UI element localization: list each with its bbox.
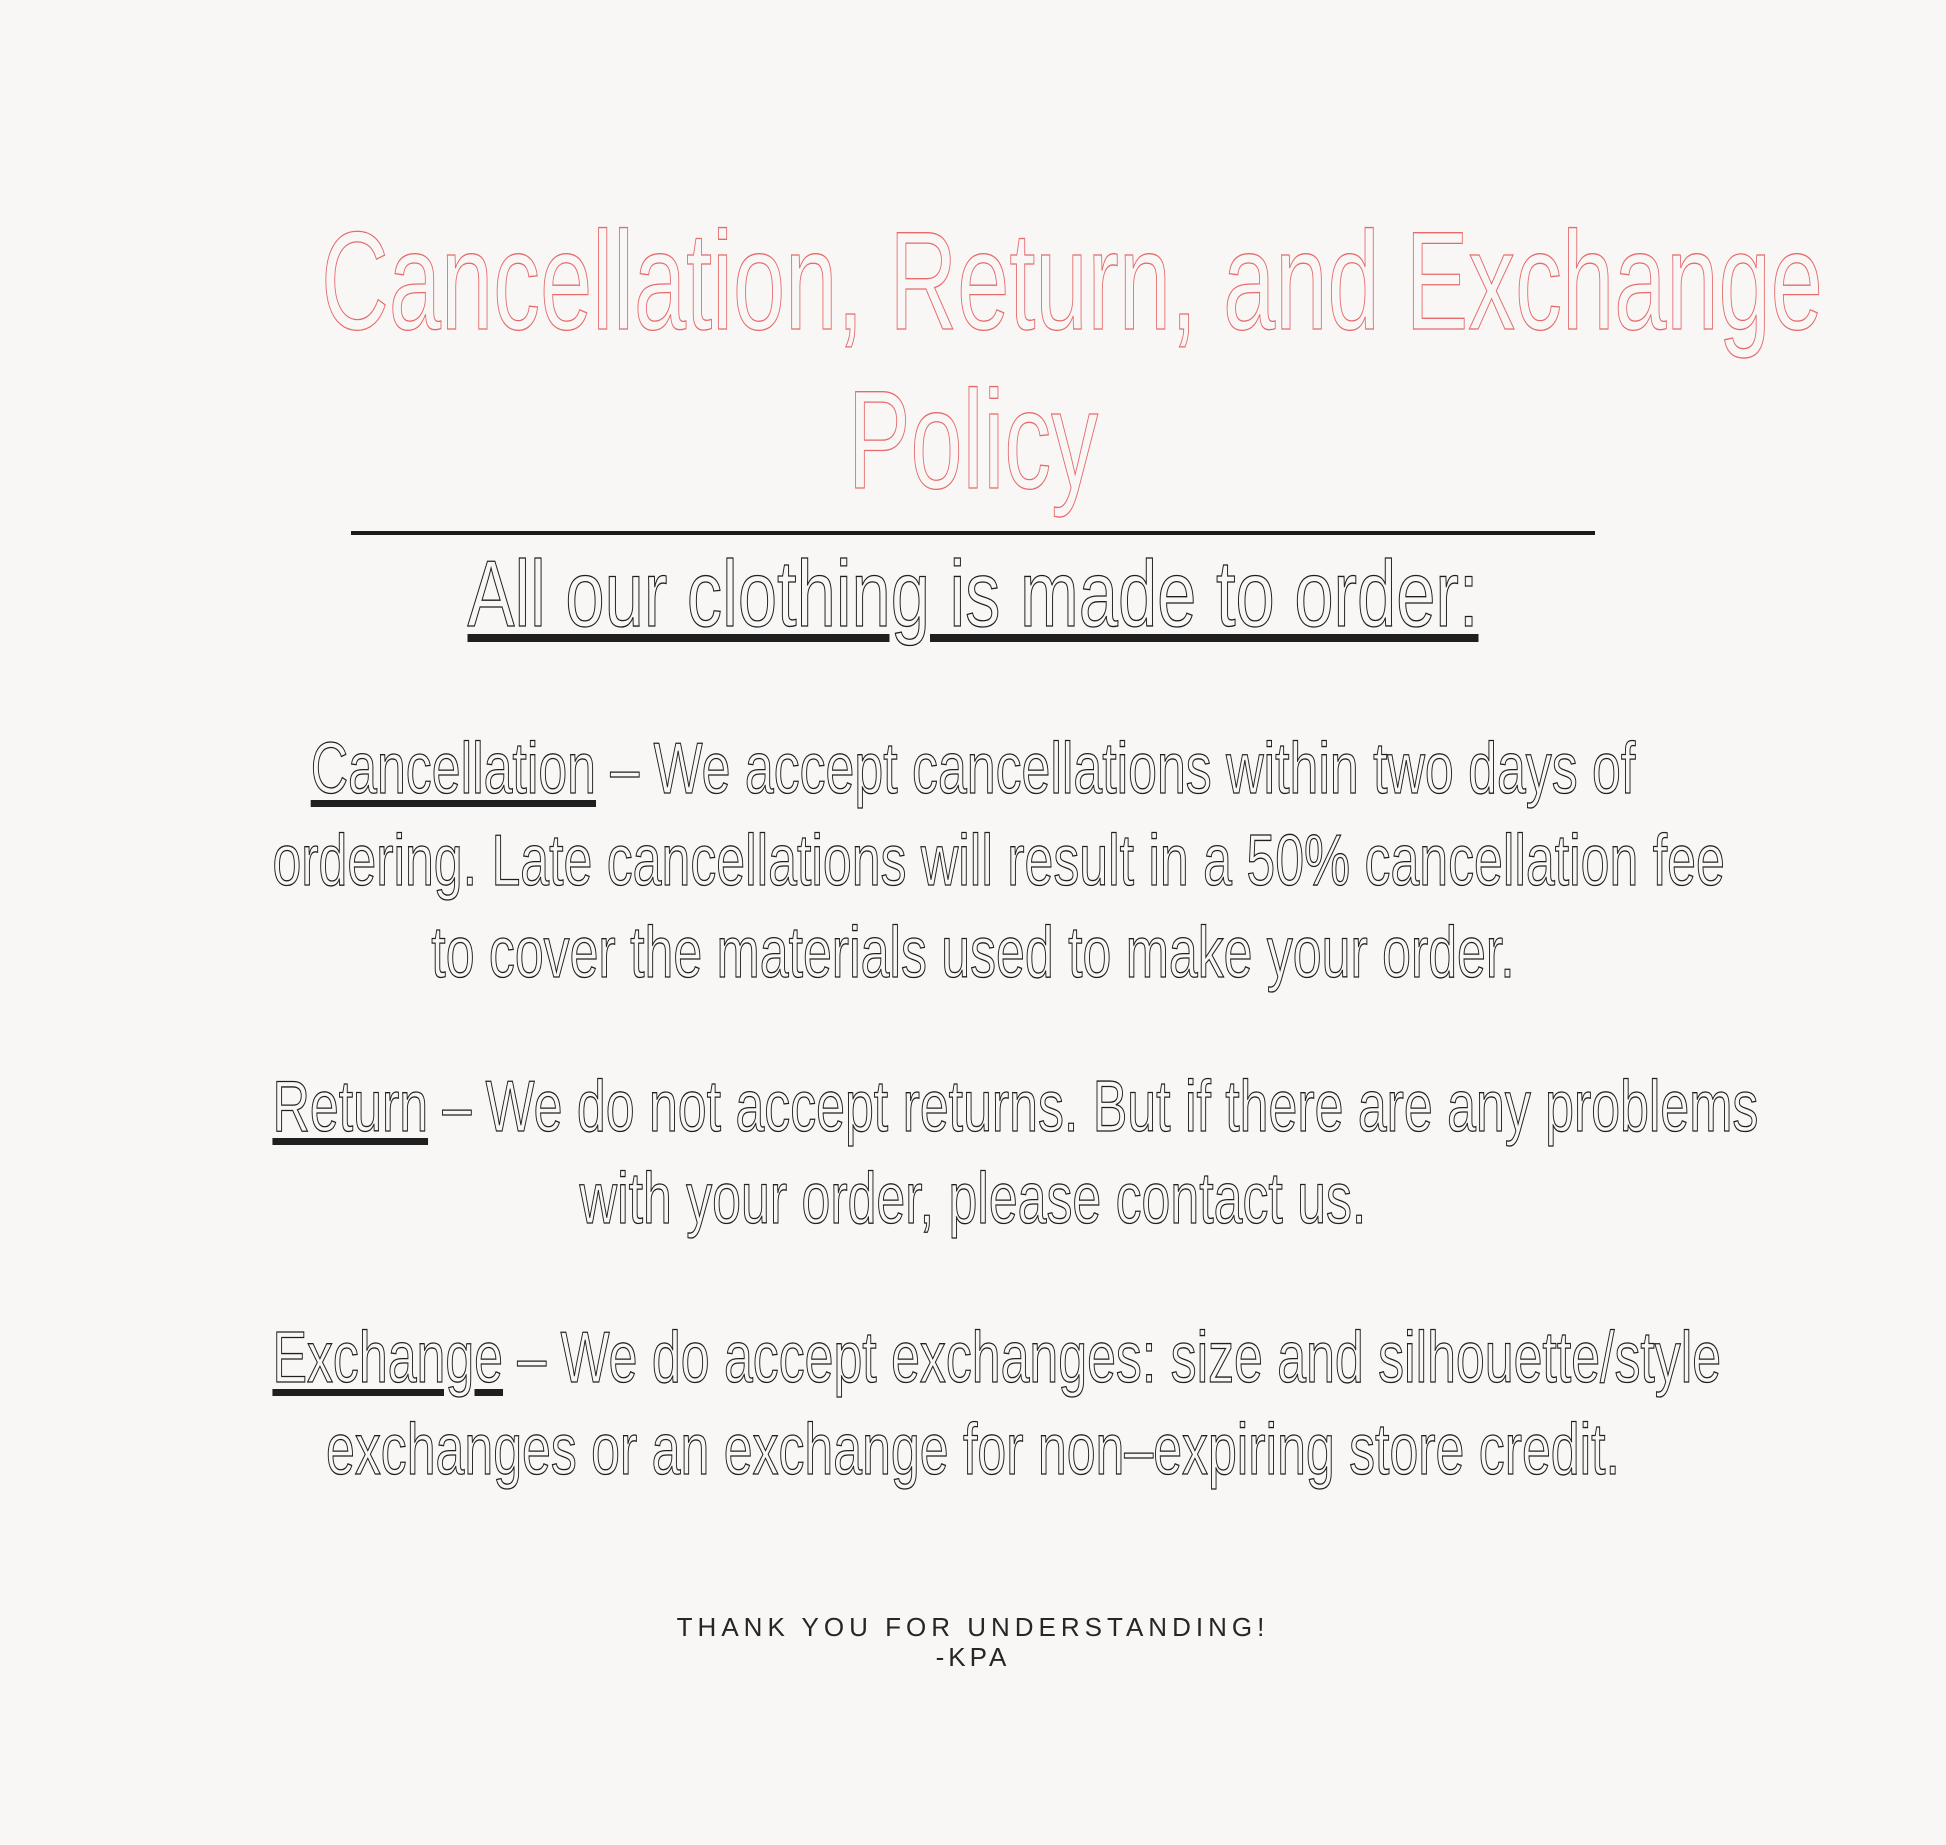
policy-exchange-line-1 bbox=[272, 1312, 1722, 1404]
policy-cancellation-term: Cancellation bbox=[310, 729, 597, 809]
subheading-text: All our clothing is made to order: bbox=[467, 541, 1479, 646]
footer-signature: -KPA bbox=[935, 1642, 1011, 1672]
subheading bbox=[243, 541, 1703, 646]
policy-exchange-line-2: exchanges or an exchange for non–expiring store credit. bbox=[326, 1410, 1620, 1490]
footer bbox=[0, 1612, 1946, 1672]
footer-thank-you-text: THANK YOU FOR UNDERSTANDING! bbox=[676, 1612, 1270, 1642]
policy-cancellation-line-1-text: – We accept cancellations within two days of bbox=[610, 729, 1636, 809]
policy-section-exchange bbox=[272, 1312, 1722, 1496]
policy-exchange-line-1-text: – We do accept exchanges: size and silhouette/style bbox=[517, 1318, 1722, 1398]
policy-return-line-1-text: – We do not accept returns. But if there are any problems bbox=[442, 1067, 1759, 1147]
policy-section-return bbox=[272, 1061, 1759, 1245]
policy-return-term: Return bbox=[272, 1067, 429, 1147]
policy-return-line-1 bbox=[272, 1061, 1759, 1153]
policy-section-cancellation bbox=[272, 723, 1725, 999]
page-title-line-1: Cancellation, Return, and Exchange bbox=[321, 202, 1823, 359]
policy-exchange-term: Exchange bbox=[272, 1318, 504, 1398]
page-title-line-2: Policy bbox=[847, 361, 1099, 518]
policy-return-line-2: with your order, please contact us. bbox=[579, 1159, 1367, 1239]
policy-cancellation-line-3: to cover the materials used to make your order. bbox=[431, 913, 1515, 993]
page-title bbox=[321, 201, 1823, 519]
policy-cancellation-line-2: ordering. Late cancellations will result in a 50% cancellation fee bbox=[272, 821, 1725, 901]
title-divider-rule bbox=[351, 531, 1595, 535]
policy-cancellation-line-1 bbox=[272, 723, 1673, 815]
